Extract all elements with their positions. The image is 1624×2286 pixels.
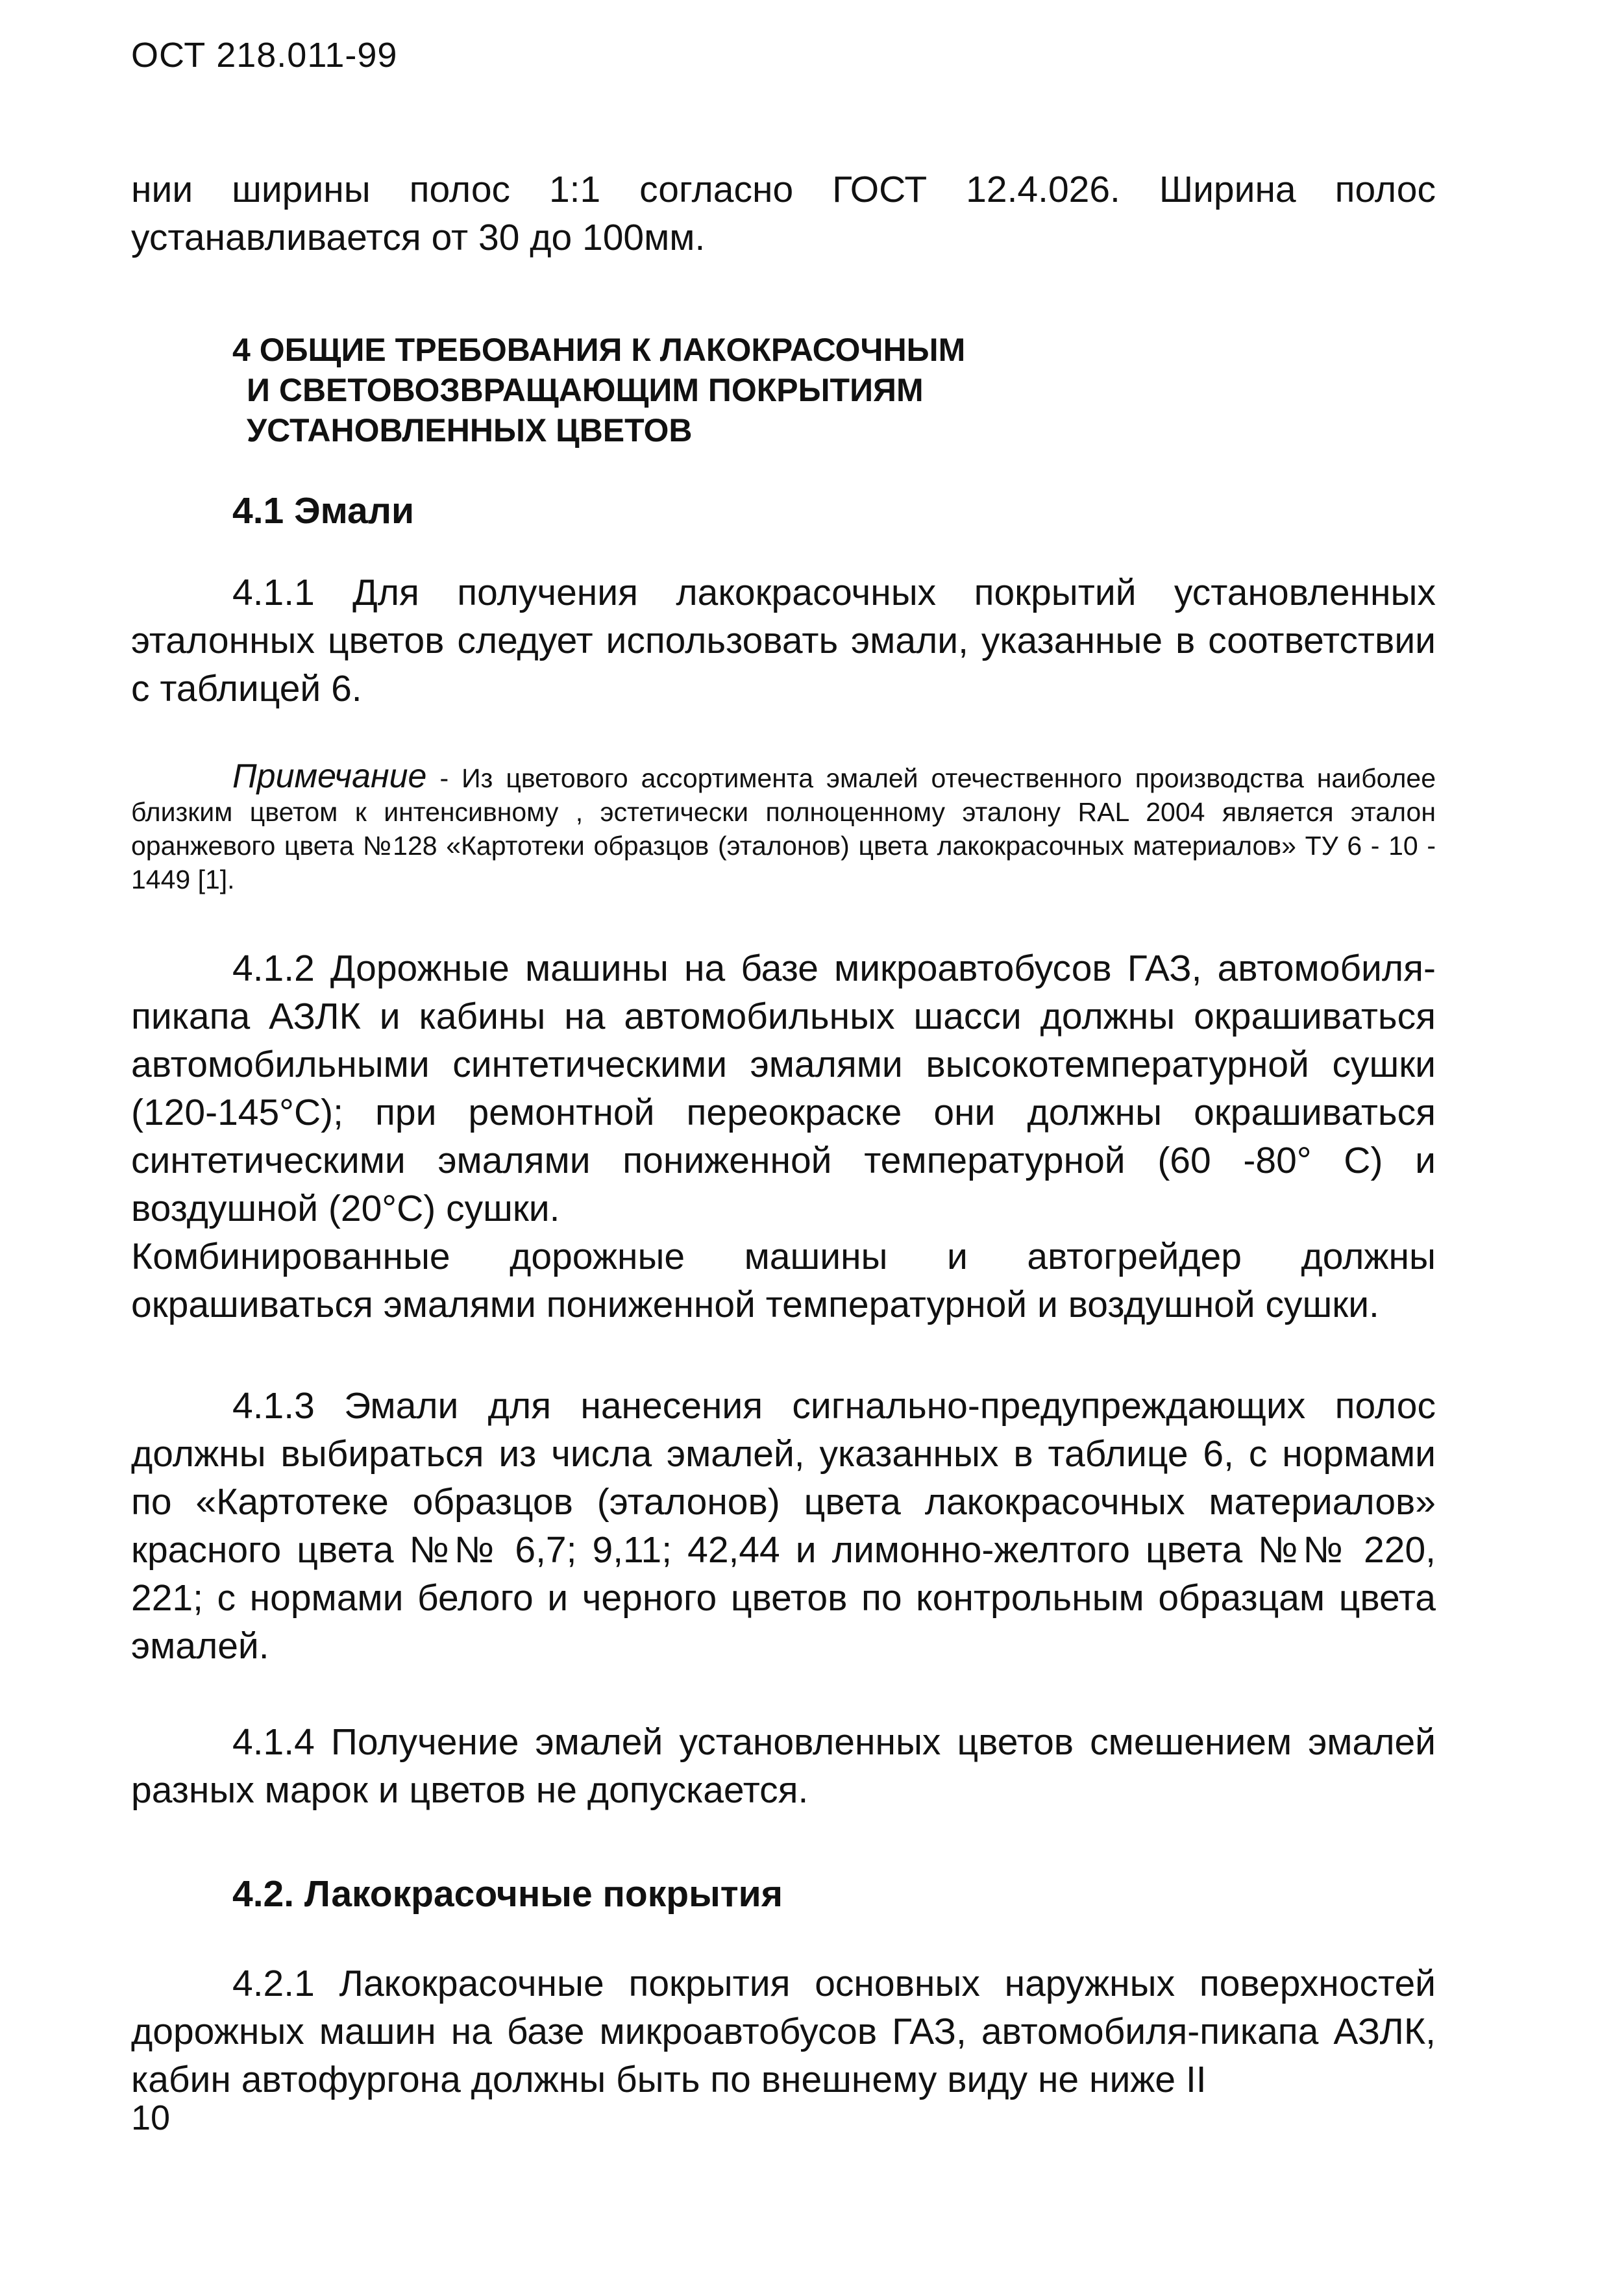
chapter-heading-line-2: И СВЕТОВОЗВРАЩАЮЩИМ ПОКРЫТИЯМ [247, 372, 924, 408]
paragraph-4-1-2-continued: Комбинированные дорожные машины и автогрейдер должны окрашиваться эмалями пониженной температурной и воздушной сушки. [131, 1236, 1436, 1325]
section-heading-4-2: 4.2. Лакокрасочные покрытия [232, 1873, 783, 1915]
paragraph-4-1-1: 4.1.1 Для получения лакокрасочных покрытий установленных эталонных цветов следует использовать эмали, указанные в соответствии с таблицей 6. [131, 572, 1436, 709]
page-number: 10 [131, 2098, 171, 2137]
section-heading-4-1: 4.1 Эмали [232, 490, 414, 532]
paragraph-4-1-3: 4.1.3 Эмали для нанесения сигнально-предупреждающих полос должны выбираться из числа эмалей, указанных в таблице 6, с нормами по «Картотеке образцов (эталонов) цвета лакокрасочных материалов» красного цвета №№ 6,7; 9,11; 42,44 и лимонно-желтого цвета №№ 220, 221; с нормами белого и черного цветов по контрольным образцам цвета эмалей. [131, 1385, 1436, 1667]
note-text: - Из цветового ассортимента эмалей отечественного производства наиболее близким цветом к интенсивному , эстетически полноценному эталону RAL 2004 является эталон оранжевого цвета №128 «Картотеки образцов (эталонов) цвета лакокрасочных материалов» ТУ 6 - 10 - 1449 [1]. [131, 763, 1436, 894]
document-body [131, 166, 1436, 2104]
note [131, 759, 1436, 896]
chapter-heading [232, 330, 1436, 450]
paragraph-intro: нии ширины полос 1:1 согласно ГОСТ 12.4.026. Ширина полос устанавливается от 30 до 100мм. [131, 169, 1436, 258]
paragraph-4-1-4: 4.1.4 Получение эмалей установленных цветов смешением эмалей разных марок и цветов не допускается. [131, 1721, 1436, 1811]
paragraph-4-2-1: 4.2.1 Лакокрасочные покрытия основных наружных поверхностей дорожных машин на базе микроавтобусов ГАЗ, автомобиля-пикапа АЗЛК, кабин автофургона должны быть по внешнему виду не ниже II [131, 1963, 1436, 2100]
chapter-heading-line-3: УСТАНОВЛЕННЫХ ЦВЕТОВ [247, 412, 693, 449]
paragraph-4-1-2: 4.1.2 Дорожные машины на базе микроавтобусов ГАЗ, автомобиля-пикапа АЗЛК и кабины на автомобильных шасси должны окрашиваться автомобильными синтетическими эмалями высокотемпературной сушки (120-145°С); при ремонтной переокраске они должны окрашиваться синтетическими эмалями пониженной температурной (60 -80° С) и воздушной (20°С) сушки. [131, 948, 1436, 1229]
chapter-heading-line-1: 4 ОБЩИЕ ТРЕБОВАНИЯ К ЛАКОКРАСОЧНЫМ [232, 332, 966, 368]
note-label: Примечание [232, 757, 427, 795]
document-code: ОСТ 218.011-99 [131, 36, 398, 75]
